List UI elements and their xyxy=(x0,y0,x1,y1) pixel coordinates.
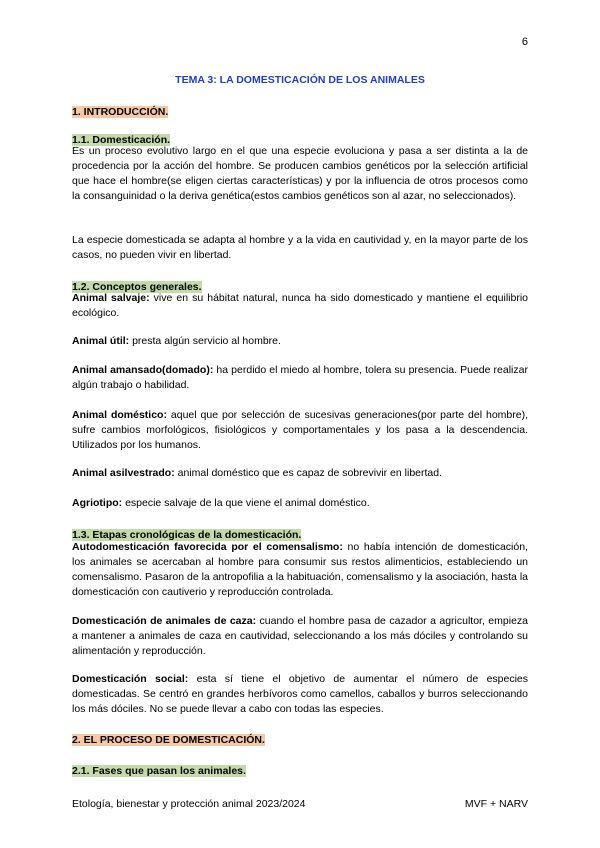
concept-text: especie salvaje de la que viene el animal doméstico. xyxy=(122,497,370,509)
footer-course: Etología, bienestar y protección animal 2023/2024 xyxy=(72,798,306,810)
stage-term: Autodomesticación favorecida por el comensalismo: xyxy=(72,541,343,553)
section-heading-proceso xyxy=(72,730,265,748)
concept-text: animal doméstico que es capaz de sobrevivir en libertad. xyxy=(174,467,443,479)
concept-animal-salvaje xyxy=(72,291,528,321)
concept-text: vive en su hábitat natural, nunca ha sido domesticado y mantiene el equilibrio ecológico. xyxy=(72,292,529,319)
concept-term: Animal doméstico: xyxy=(72,409,167,421)
stage-text: no había intención de domesticación, los animales se acercaban al hombre para consumir sus restos alimenticios, estableciendo un comensalismo. Pasaron de la antropofilia a la habituación, comensalismo y la asociación, hasta la domesticación con cautiverio y reproducción controlada. xyxy=(72,541,528,598)
stage-text: esta sí tiene el objetivo de aumentar el número de especies domesticadas. Se centró en grandes herbívoros como camellos, caballos y burros seleccionando los más dóciles. No se puede llevar a cabo con todas las especies. xyxy=(72,673,529,715)
paragraph-domesticacion: Es un proceso evolutivo largo en el que una especie evoluciona y pasa a ser distinta a la de procedencia por la acción del hombre. Se producen cambios genéticos por la selección artificial que hace el hombre(se eligen ciertas características) y por la influencia de otros procesos como la consanguinidad o la deriva genética(estos cambios genéticos son al azar, no seleccionados). xyxy=(72,145,528,202)
section-heading-text: 1. INTRODUCCIÓN. xyxy=(72,106,169,118)
concept-text: aquel que por selección de sucesivas generaciones(por parte del hombre), sufre cambios morfológicos, fisiológicos y comportamentales y los pasa a la descendencia. Utilizados por los humanos. xyxy=(72,409,529,451)
subsection-heading-text: 1.1. Domesticación. xyxy=(72,134,171,146)
concept-animal-asilvestrado xyxy=(72,466,528,481)
concept-term: Animal salvaje: xyxy=(72,292,150,304)
subsection-heading-fases xyxy=(72,761,246,779)
section-heading-text: 2. EL PROCESO DE DOMESTICACIÓN. xyxy=(72,734,265,746)
concept-term: Animal asilvestrado: xyxy=(72,467,175,479)
stage-term: Domesticación de animales de caza: xyxy=(72,615,257,627)
subsection-heading-text: 2.1. Fases que pasan los animales. xyxy=(72,765,246,777)
concept-text: ha perdido el miedo al hombre, tolera su presencia. Puede realizar algún trabajo o habilidad. xyxy=(72,364,528,391)
stage-animales-caza xyxy=(72,614,528,659)
concept-agriotipo xyxy=(72,496,528,511)
stage-text: cuando el hombre pasa de cazador a agricultor, empieza a mantener a animales de caza en cautividad, seleccionando a los más dóciles y controlando su alimentación y reproducción. xyxy=(72,615,528,657)
stage-autodomesticacion xyxy=(72,540,528,600)
stage-term: Domesticación social: xyxy=(72,673,189,685)
stage-domesticacion-social xyxy=(72,672,528,717)
concept-term: Agriotipo: xyxy=(72,497,123,509)
paragraph-especie-domesticada: La especie domesticada se adapta al hombre y a la vida en cautividad y, en la mayor parte de los casos, no pueden vivir en libertad. xyxy=(72,234,528,261)
subsection-heading-text: 1.2. Conceptos generales. xyxy=(72,281,202,293)
concept-animal-util xyxy=(72,334,528,349)
concept-term: Animal amansado(domado): xyxy=(72,364,214,376)
page-number: 6 xyxy=(521,36,528,48)
page-title: TEMA 3: LA DOMESTICACIÓN DE LOS ANIMALES xyxy=(175,74,425,86)
section-heading-introduccion xyxy=(72,102,168,120)
footer-authors: MVF + NARV xyxy=(464,798,528,810)
subsection-heading-text: 1.3. Etapas cronológicas de la domesticación. xyxy=(72,529,302,541)
concept-animal-amansado xyxy=(72,363,528,393)
concept-term: Animal útil: xyxy=(72,335,130,347)
concept-animal-domestico xyxy=(72,408,528,453)
concept-text: presta algún servicio al hombre. xyxy=(129,335,281,347)
